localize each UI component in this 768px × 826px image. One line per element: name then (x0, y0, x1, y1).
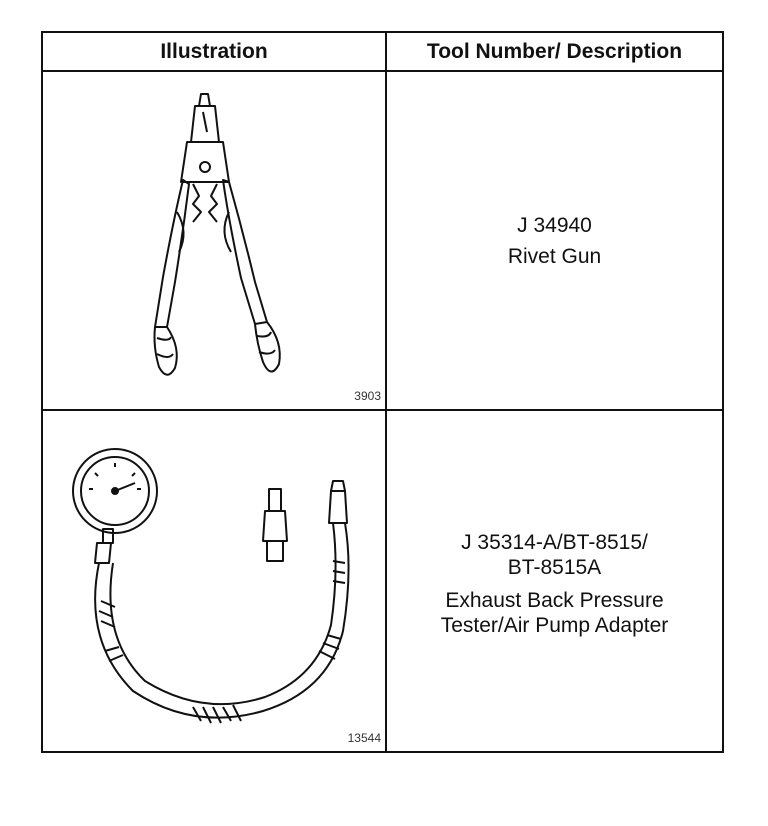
tool-description-line-1: Exhaust Back Pressure (445, 589, 664, 612)
header-tool-number: Tool Number/ Description (426, 39, 683, 63)
tool-table (41, 31, 724, 753)
tool-description-line-2: Tester/Air Pump Adapter (440, 614, 669, 637)
column-divider (385, 33, 387, 751)
figure-id: 3903 (354, 389, 381, 403)
pressure-tester-cell (43, 411, 385, 751)
tool-number-line-2: BT-8515A (507, 556, 602, 579)
rivet-gun-description (387, 213, 722, 269)
header-illustration: Illustration (160, 39, 268, 63)
tool-number-line-1: J 35314-A/BT-8515/ (461, 531, 648, 554)
tool-description: Rivet Gun (507, 245, 602, 268)
figure-id: 13544 (347, 731, 381, 745)
pressure-tester-description (387, 530, 722, 638)
rivet-gun-icon (43, 72, 385, 409)
pressure-gauge-icon (43, 411, 385, 751)
tool-number: J 34940 (517, 214, 592, 237)
rivet-gun-cell (43, 72, 385, 409)
